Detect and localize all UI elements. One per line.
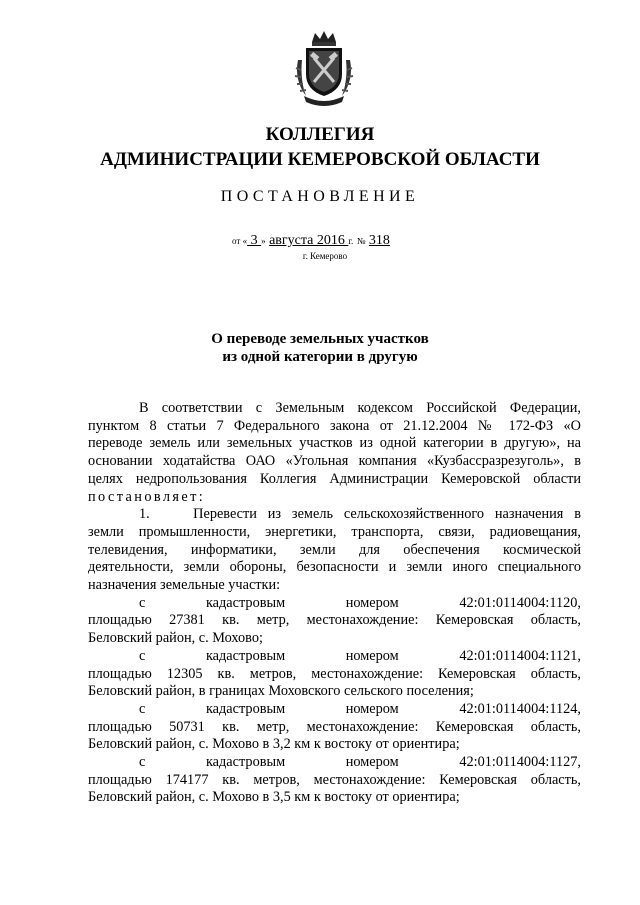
document-title-line2: из одной категории в другую <box>222 349 418 365</box>
parcel-line: с кадастровым номером 42:01:0114004:1120, <box>139 594 581 611</box>
body-line: деятельности, земли обороны, безопасности и земли иного специального <box>88 559 581 576</box>
document-body <box>88 400 581 807</box>
body-line: основании ходатайства ОАО «Угольная компания «Кузбассразрезуголь», в <box>88 453 581 470</box>
parcel-line: Беловский район, с. Мохово; <box>88 630 263 647</box>
parcel-line: площадью 50731 кв. метр, местонахождение: Кемеровская область, <box>88 718 581 735</box>
body-line: В соответствии с Земельным кодексом Российской Федерации, <box>139 400 581 416</box>
body-line: 1. Перевести из земель сельскохозяйственного назначения в <box>139 506 581 523</box>
body-line: земли промышленности, энергетики, транспорта, связи, радиовещания, <box>88 523 581 540</box>
document-title-line1: О переводе земельных участков <box>211 331 429 347</box>
document-number: 318 <box>368 233 390 248</box>
body-line: пунктом 8 статьи 7 Федерального закона от 21.12.2004 № 172-ФЗ «О <box>88 417 581 434</box>
postanovlyaet: постановляет: <box>88 488 206 505</box>
city-name: г. Кемерово <box>302 251 348 261</box>
parcel-line: с кадастровым номером 42:01:0114004:1121, <box>139 647 581 664</box>
date-year-suffix: г. <box>348 236 354 246</box>
date-day: 3 <box>247 233 262 248</box>
document-type: ПОСТАНОВЛЕНИЕ <box>220 188 420 205</box>
parcel-line: площадью 174177 кв. метров, местонахождение: Кемеровская область, <box>88 771 581 788</box>
coat-of-arms-emblem <box>292 30 356 106</box>
parcel-line: площадью 27381 кв. метр, местонахождение: Кемеровская область, <box>88 612 581 629</box>
date-line <box>232 233 390 249</box>
header-administration: АДМИНИСТРАЦИИ КЕМЕРОВСКОЙ ОБЛАСТИ <box>100 149 540 170</box>
body-line: переводе земель или земельных участков из одной категории в другую», на <box>88 435 581 452</box>
body-line: телевидения, информатики, земли для обеспечения космической <box>88 541 581 558</box>
date-month-year: августа 2016 <box>269 233 349 248</box>
number-sign: № <box>356 236 366 246</box>
header-kollegiya: КОЛЛЕГИЯ <box>265 124 375 145</box>
parcel-line: Беловский район, с. Мохово в 3,5 км к востоку от ориентира; <box>88 789 460 806</box>
parcel-line: площадью 12305 кв. метров, местонахождение: Кемеровская область, <box>88 665 581 682</box>
body-line: целях недропользования Коллегия Администрации Кемеровской области <box>88 470 581 487</box>
parcel-line: Беловский район, в границах Моховского сельского поселения; <box>88 683 474 700</box>
date-quote-close: » <box>261 236 266 246</box>
parcel-line: с кадастровым номером 42:01:0114004:1127, <box>139 754 581 771</box>
body-line: назначения земельные участки: <box>88 577 281 594</box>
parcel-line: с кадастровым номером 42:01:0114004:1124, <box>139 700 581 717</box>
date-prefix: от « <box>232 236 248 246</box>
parcel-line: Беловский район, с. Мохово в 3,2 км к востоку от ориентира; <box>88 736 460 753</box>
